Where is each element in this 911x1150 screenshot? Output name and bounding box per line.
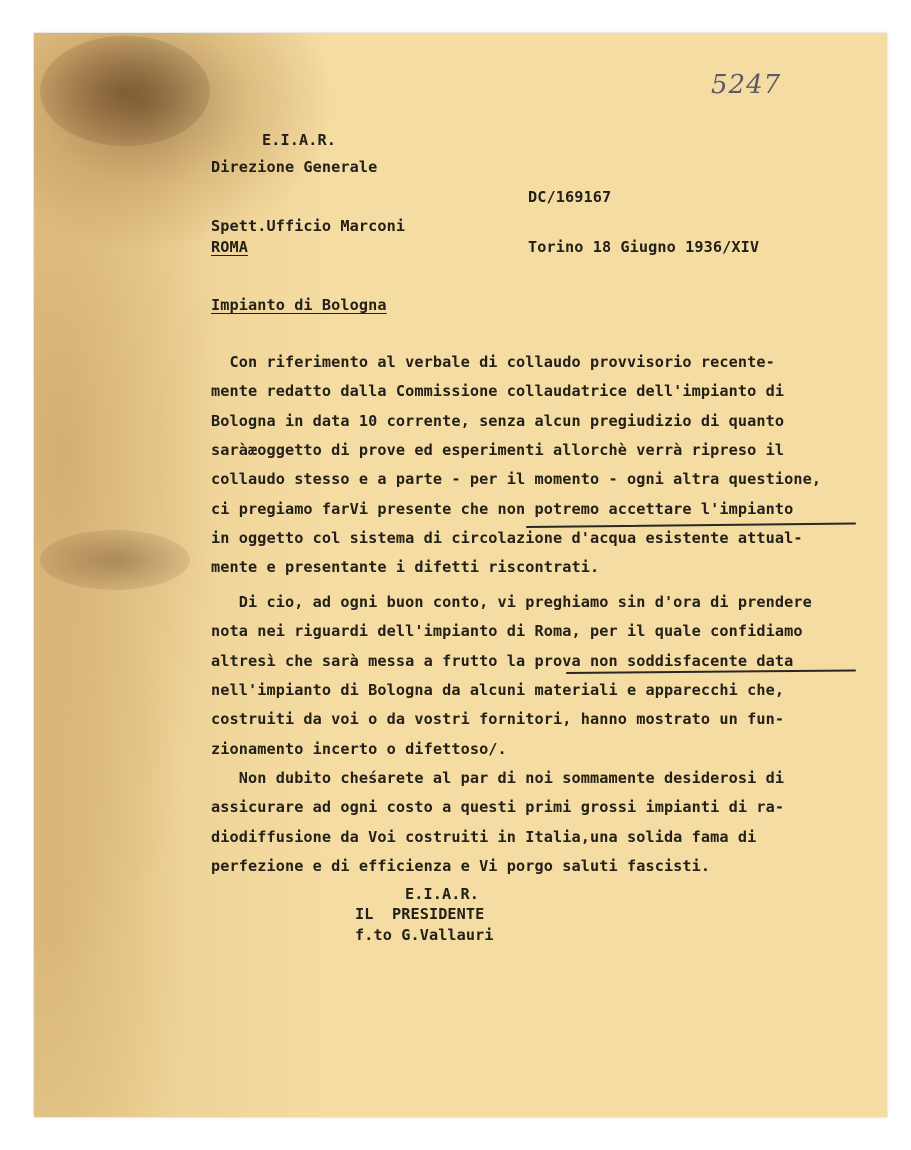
body-line: Con riferimento al verbale di collaudo provvisorio recente- xyxy=(211,353,775,371)
body-line: mente redatto dalla Commissione collaudatrice dell'impianto di xyxy=(211,382,785,401)
burn-stain xyxy=(40,36,210,146)
body-line: mente e presentante i difetti riscontrati. xyxy=(211,558,600,577)
signature-org: E.I.A.R. xyxy=(405,885,479,903)
body-line: assicurare ad ogni costo a questi primi grossi impianti di ra- xyxy=(211,798,785,817)
subject-line: Impianto di Bologna xyxy=(211,296,387,314)
body-line: Non dubito cheśarete al par di noi sommamente desiderosi di xyxy=(211,769,785,787)
body-line: saràæoggetto di prove ed esperimenti allorchè verrà ripreso il xyxy=(211,440,785,459)
body-line: Bologna in data 10 corrente, senza alcun pregiudizio di quanto xyxy=(211,411,785,430)
protocol-number: DC/169167 xyxy=(528,188,612,206)
body-line: collaudo stesso e a parte - per il momento - ogni altra questione, xyxy=(211,470,822,489)
body-line: perfezione e di efficienza e Vi porgo saluti fascisti. xyxy=(211,856,711,875)
body-line: Di cio, ad ogni buon conto, vi preghiamo sin d'ora di prendere xyxy=(211,593,812,611)
body-line: nota nei riguardi dell'impianto di Roma, per il quale confidiamo xyxy=(211,622,803,641)
body-line: diodiffusione da Voi costruiti in Italia,una solida fama di xyxy=(211,827,757,846)
sender-department: Direzione Generale xyxy=(211,158,378,176)
recipient: Spett.Ufficio Marconi xyxy=(211,217,406,235)
body-line: ci pregiamo farVi presente che non potremo accettare l'impianto xyxy=(211,499,794,518)
body-line: in oggetto col sistema di circolazione d'acqua esistente attual- xyxy=(211,528,803,547)
body-line: nell'impianto di Bologna da alcuni materiali e apparecchi che, xyxy=(211,680,785,699)
body-line: altresì che sarà messa a frutto la prova non soddisfacente data xyxy=(211,651,794,670)
water-stain xyxy=(40,530,190,590)
sender-org: E.I.A.R. xyxy=(262,131,336,149)
recipient-city: ROMA xyxy=(211,238,248,256)
archive-number: 5247 xyxy=(711,70,782,100)
signature-name: f.to G.Vallauri xyxy=(355,926,494,944)
place-date: Torino 18 Giugno 1936/XIV xyxy=(528,238,760,256)
body-line: costruiti da voi o da vostri fornitori, hanno mostrato un fun- xyxy=(211,710,785,729)
signature-title: IL PRESIDENTE xyxy=(355,905,485,923)
body-line: zionamento incerto o difettoso/. xyxy=(211,739,507,758)
